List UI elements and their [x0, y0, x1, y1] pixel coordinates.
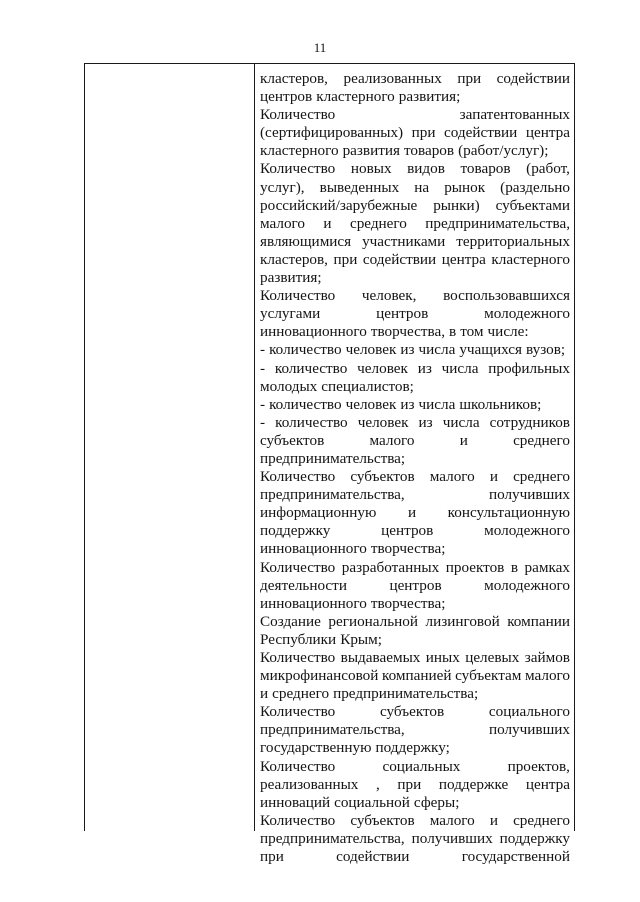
text-line [260, 504, 570, 522]
text-line [260, 341, 570, 359]
word: в [510, 558, 519, 576]
word: иных [425, 649, 460, 666]
word: социального [488, 703, 570, 721]
text-line [260, 88, 570, 106]
word: деятельности [260, 576, 347, 594]
text-line [260, 450, 570, 468]
indicators-table [84, 63, 575, 866]
word: специалистов; [321, 377, 414, 395]
word: профильных [488, 359, 570, 377]
word: числе: [487, 323, 529, 341]
word: целевых [465, 649, 520, 666]
word: малого [429, 468, 475, 486]
word: человек [357, 413, 409, 431]
word: человек [357, 359, 408, 377]
word: сферы; [413, 793, 460, 811]
text-line [260, 287, 570, 305]
word: вузов; [526, 341, 566, 359]
word: предпринимательства, [260, 486, 405, 504]
word: центров [381, 522, 434, 540]
word: региональной [328, 612, 419, 630]
word: центров [260, 88, 313, 106]
text-line [260, 215, 570, 233]
word: новых [350, 160, 392, 178]
word: малого [429, 811, 475, 829]
word: государственную [260, 739, 372, 757]
word: получивших [488, 486, 570, 504]
word: компании [507, 612, 570, 630]
word: центра [441, 250, 486, 268]
word: поддержку [260, 522, 331, 540]
table-right-column [260, 70, 570, 866]
word: на [414, 178, 430, 196]
word: Республики [260, 630, 337, 648]
text-line [260, 70, 570, 88]
text-line [260, 522, 570, 540]
text-line [260, 703, 570, 721]
text-line [260, 179, 570, 197]
text-line [260, 396, 570, 414]
word: содействии [496, 70, 570, 87]
word: среднего [349, 214, 407, 232]
word: числа [418, 395, 456, 413]
text-line [260, 631, 570, 649]
text-line [260, 830, 570, 848]
word: среднего [513, 468, 570, 486]
word: развития [342, 142, 400, 160]
word: среднего [272, 685, 330, 703]
word: получивших [488, 721, 570, 739]
word: творчества; [370, 594, 446, 612]
word: Количество [260, 757, 336, 775]
word: Крым; [340, 630, 382, 648]
word: Создание [260, 612, 321, 630]
word: поддержку; [375, 739, 450, 757]
word: в [449, 323, 457, 341]
word: социальных [382, 757, 461, 775]
word: являющимися [260, 232, 352, 250]
text-line [260, 233, 570, 251]
text-line [260, 197, 570, 215]
word: человек, [361, 287, 417, 305]
word: инноваций [260, 793, 331, 811]
word: Количество [260, 287, 336, 305]
word: - [260, 413, 266, 431]
text-line [260, 776, 570, 794]
word: из [400, 341, 415, 359]
word: предпринимательства, [260, 829, 405, 847]
word: предпринимательства, [260, 721, 405, 739]
word: Количество [260, 160, 336, 178]
word: при [333, 250, 358, 268]
word: информационную [260, 504, 377, 522]
word: и [323, 214, 332, 232]
word: количество [269, 395, 342, 413]
word: - [260, 341, 266, 359]
word: школьников; [459, 395, 542, 413]
word: проектов, [507, 757, 570, 775]
word: запатентованных [459, 106, 570, 124]
word: числа [418, 341, 456, 359]
word: при [457, 70, 482, 87]
word: творчества, [370, 323, 446, 341]
word: содействии [444, 124, 518, 142]
word: Количество [260, 649, 336, 666]
word: Количество [260, 468, 336, 486]
word: товаров [460, 160, 511, 178]
word: поддержке [438, 775, 509, 793]
word: молодежного [484, 576, 570, 594]
text-line [260, 758, 570, 776]
word: выдаваемых [340, 649, 421, 666]
word: - [260, 395, 266, 413]
word: рынок [444, 178, 486, 196]
word: (раздельно [500, 178, 570, 196]
word: из [418, 413, 433, 431]
word: молодежного [484, 522, 570, 540]
word: при [260, 848, 284, 866]
word: человек [345, 395, 397, 413]
word: реализованных [343, 70, 442, 87]
word: (работ/услуг); [458, 142, 549, 160]
text-line [260, 812, 570, 830]
word: видов [407, 160, 445, 178]
word: малого [524, 667, 570, 685]
word: и [489, 811, 498, 829]
word: предпринимательства; [260, 449, 406, 467]
text-line [260, 613, 570, 631]
word: проектов [445, 558, 505, 576]
word: развития; [260, 269, 322, 287]
word: субъектов [350, 811, 415, 829]
word: человек [345, 341, 397, 359]
text-line [260, 323, 570, 341]
text-line [260, 432, 570, 450]
word: субъектов [350, 468, 415, 486]
text-line [260, 414, 570, 432]
word: , [376, 775, 380, 793]
word: услугами [260, 305, 321, 323]
word: услуг), [260, 178, 305, 196]
word: и [459, 431, 468, 449]
text-line [260, 667, 570, 685]
word: воспользовавшихся [443, 287, 570, 305]
table-left-column [85, 64, 255, 831]
word: учащихся [459, 341, 522, 359]
text-line [260, 794, 570, 812]
word: кластерного [316, 88, 395, 106]
text-line [260, 685, 570, 703]
word: при [411, 124, 436, 142]
word: лизинговой [425, 612, 500, 630]
word: микрофинансовой [260, 667, 379, 685]
word: Количество [260, 558, 336, 576]
word: молодежного [484, 305, 570, 323]
word: получивших [411, 829, 493, 847]
word: и [260, 685, 269, 703]
word: из [417, 359, 432, 377]
word: субъектами [495, 196, 570, 214]
word: рынки) [433, 196, 480, 214]
word: Количество [260, 106, 336, 124]
word: разработанных [341, 558, 440, 576]
word: компанией [382, 667, 452, 685]
word: кластеров, [260, 70, 328, 87]
text-line [260, 106, 570, 124]
word: количество [275, 413, 348, 431]
text-line [260, 142, 570, 160]
word: при [397, 775, 422, 793]
word: числа [442, 413, 480, 431]
word: и [407, 504, 417, 522]
word: Количество [260, 811, 336, 829]
word: рамках [524, 558, 570, 576]
word: государственной [461, 848, 570, 866]
word: том [460, 323, 484, 341]
page-number: 11 [313, 40, 327, 55]
word: участниками [362, 232, 446, 250]
word: центра [525, 124, 570, 142]
text-line [260, 721, 570, 739]
word: среднего [513, 811, 570, 829]
word: инновационного [260, 594, 367, 612]
word: инновационного [260, 323, 367, 341]
text-line [260, 251, 570, 269]
text-line [260, 649, 570, 667]
word: из [400, 395, 415, 413]
text-line [260, 468, 570, 486]
word: кластерного [260, 142, 339, 160]
word: субъектов [379, 703, 445, 721]
word: консультационную [447, 504, 570, 522]
word: реализованных [260, 775, 359, 793]
word: Количество [260, 703, 336, 721]
word: территориальных [456, 232, 570, 250]
word: развития; [398, 88, 461, 106]
text-line [260, 305, 570, 323]
word: выведенных [319, 178, 400, 196]
word: молодых [260, 377, 318, 395]
word: поддержку [499, 829, 570, 847]
word: (работ, [526, 160, 570, 178]
text-line [260, 378, 570, 396]
word: кластерного [491, 250, 570, 268]
word: малого [260, 214, 305, 232]
word: сотрудников [489, 413, 570, 431]
word: центра [525, 775, 570, 793]
word: инновационного [260, 540, 367, 558]
word: малого [369, 431, 415, 449]
word: субъектов [260, 431, 325, 449]
text-line [260, 540, 570, 558]
word: займов [524, 649, 570, 666]
word: субъектам [455, 667, 522, 685]
word: центров [376, 305, 429, 323]
word: социальной [334, 793, 410, 811]
word: количество [269, 341, 342, 359]
word: предпринимательства, [425, 214, 570, 232]
word: количество [274, 359, 348, 377]
text-line [260, 269, 570, 287]
word: творчества; [370, 540, 446, 558]
text-line [260, 486, 570, 504]
word: среднего [513, 431, 570, 449]
word: центров [389, 576, 442, 594]
text-line [260, 360, 570, 378]
word: и [489, 468, 498, 486]
word: кластеров, [260, 250, 328, 268]
word: - [260, 359, 266, 377]
word: предпринимательства; [333, 685, 479, 703]
text-line [260, 124, 570, 142]
word: (сертифицированных) [260, 124, 404, 142]
text-line [260, 160, 570, 178]
word: товаров [403, 142, 455, 160]
text-line [260, 559, 570, 577]
text-line [260, 595, 570, 613]
word: российский/зарубежные [260, 196, 418, 214]
word: числа [441, 359, 479, 377]
text-line [260, 739, 570, 757]
text-line [260, 577, 570, 595]
word: содействии [336, 848, 410, 866]
text-line [260, 848, 570, 866]
word: содействии [362, 250, 437, 268]
